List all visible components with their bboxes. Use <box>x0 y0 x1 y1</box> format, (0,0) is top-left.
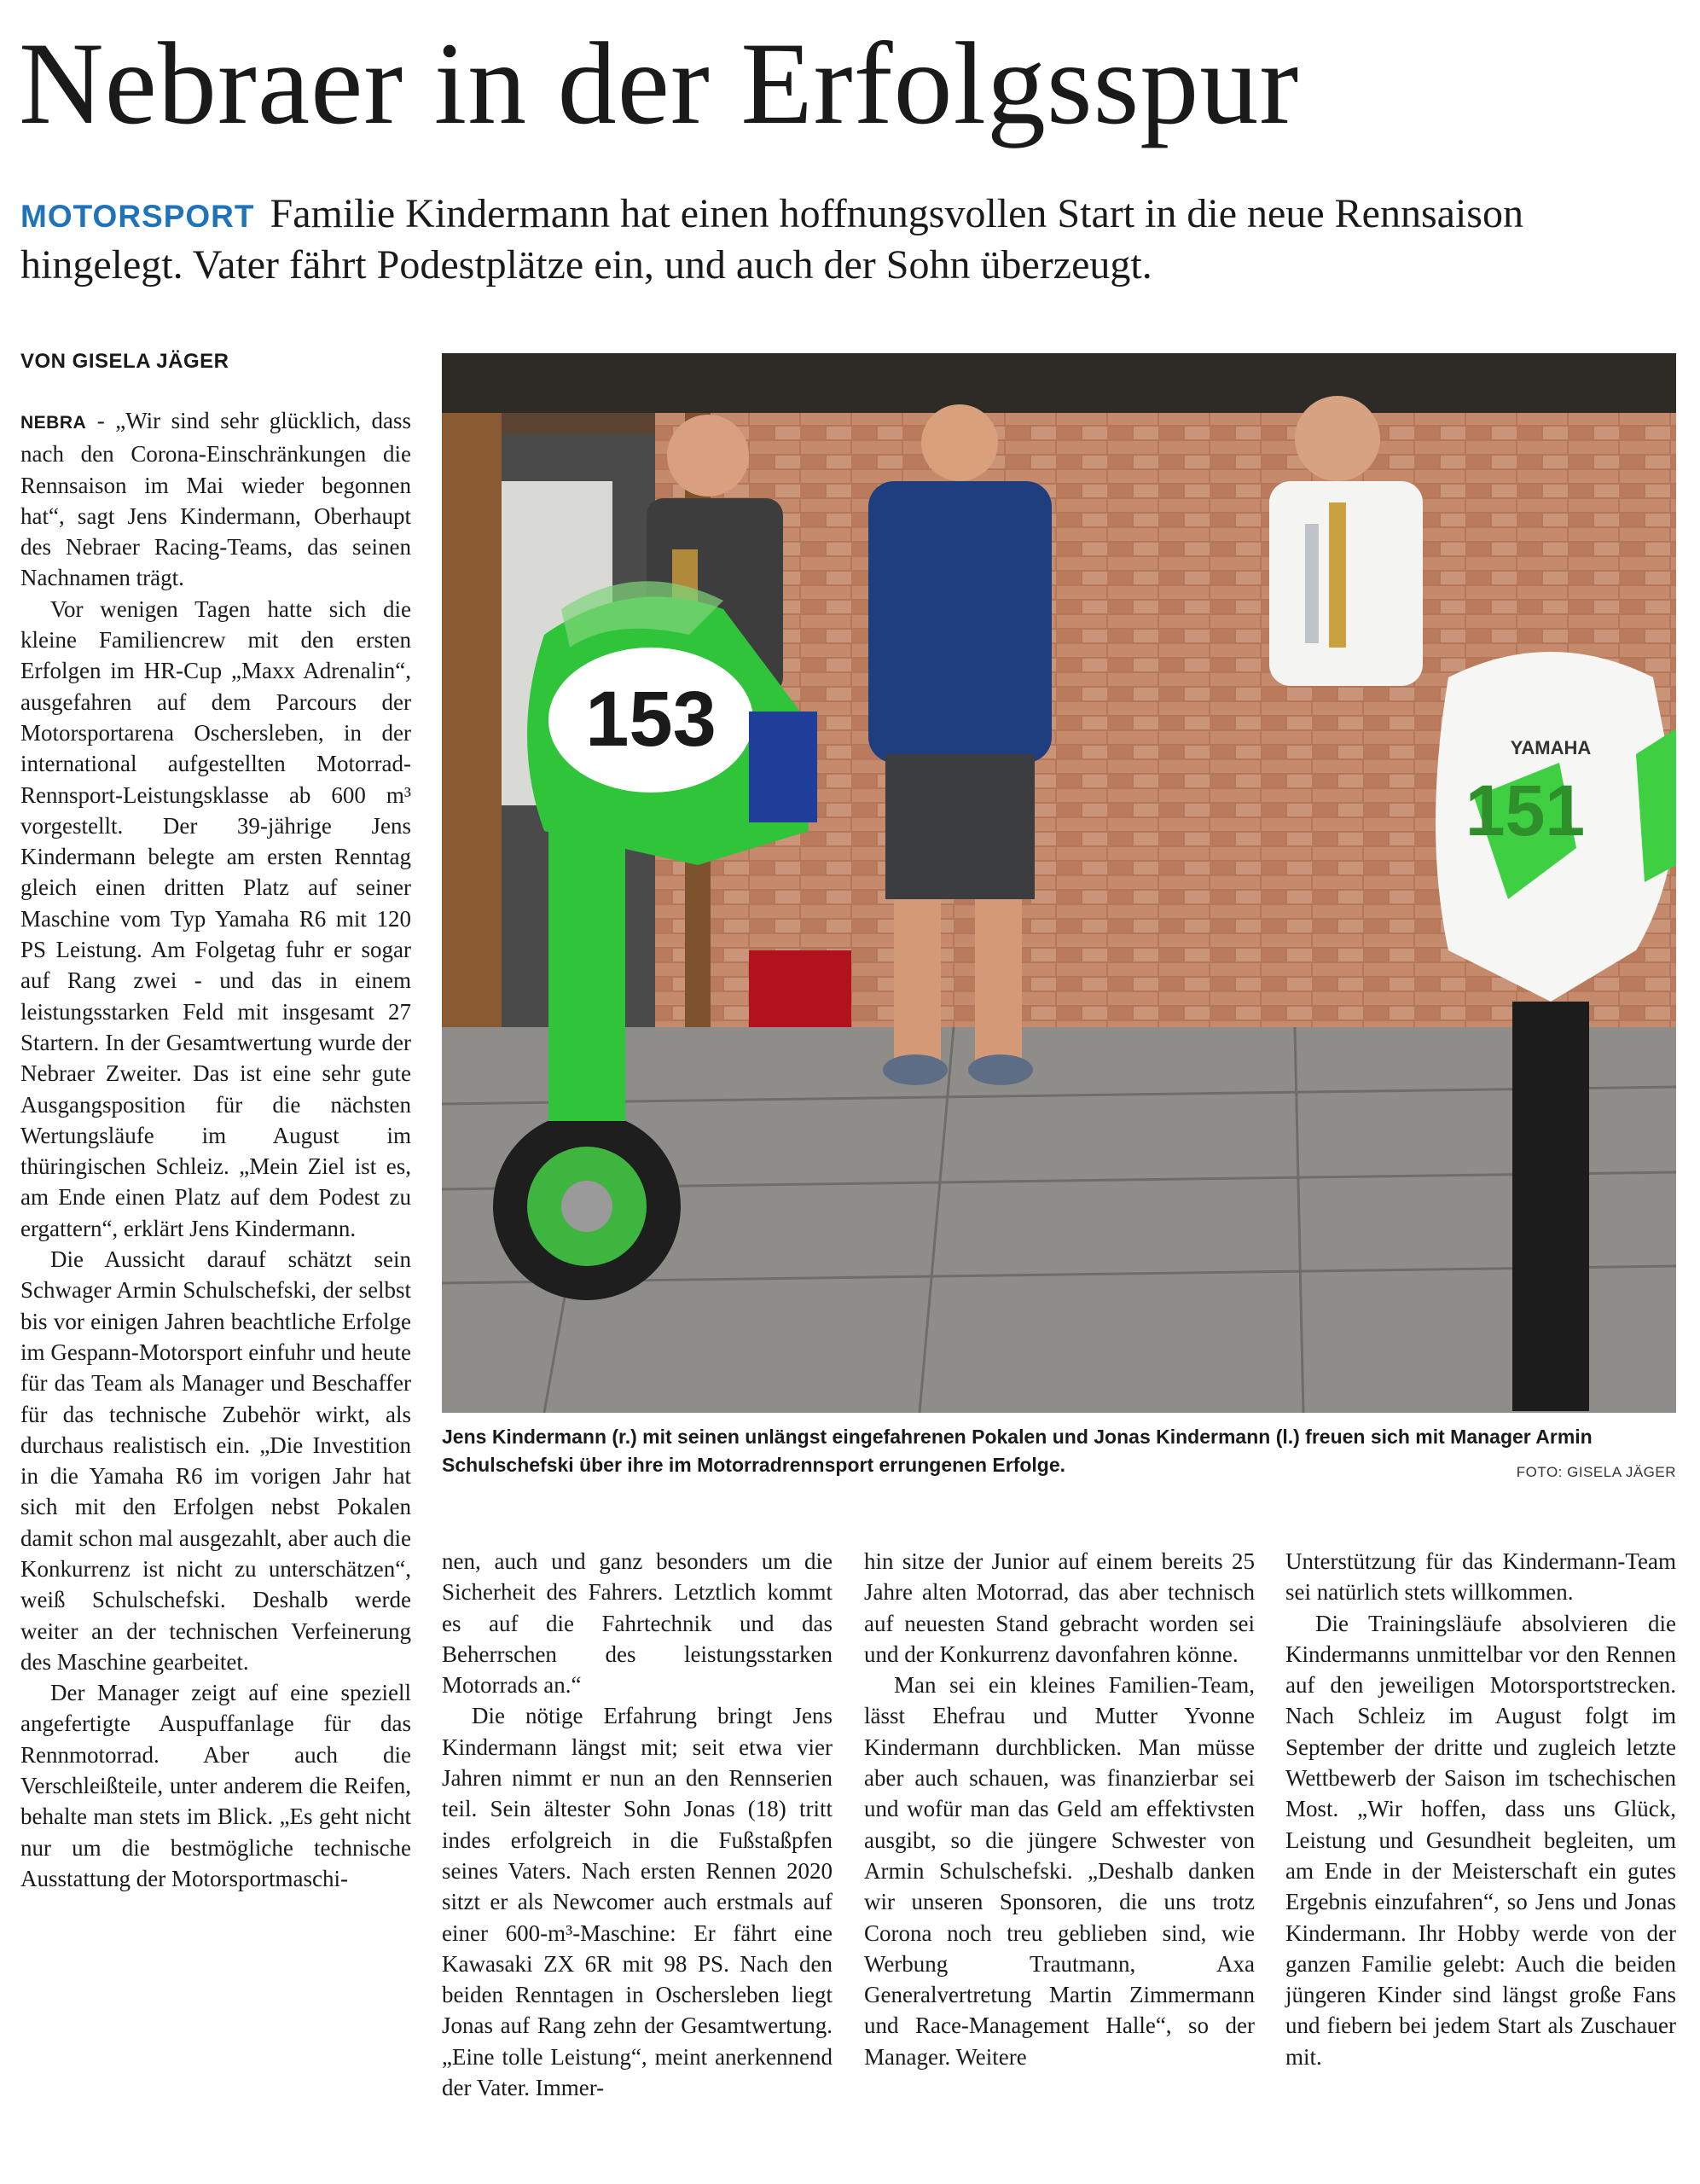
paragraph: Man sei ein kleines Familien-Team, lässt Ehefrau und Mutter Yvonne Kindermann durchblicken. Man müsse aber auch schauen, was finanzierbar sei und wofür man das Geld am effektivsten ausgibt, so die jüngere Schwester von Armin Schulschefski. „Deshalb danken wir unseren Sponsoren, die uns trotz Corona noch treu geblieben sind, wie Werbung Trautmann, Axa Generalvertretung Martin Zimmermann und Race-Management Halle“, so der Manager. Weitere <box>864 1672 1255 2070</box>
paragraph: Vor wenigen Tagen hatte sich die kleine Familiencrew mit den ersten Erfolgen im HR-Cup „Maxx Adrenalin“, ausgefahren auf dem Parcours der Motorsportarena Oschersleben, in der international aufgestellten Motorrad-Rennsport-Leistungsklasse ab 600 m³ vorgestellt. Der 39-jährige Jens Kindermann belegte am ersten Renntag gleich einen dritten Platz auf seiner Maschine vom Typ Yamaha R6 mit 120 PS Leistung. Am Folgetag fuhr er sogar auf Rang zwei - und das in einem leistungsstarken Feld mit insgesamt 27 Startern. In der Gesamtwertung wurde der Nebraer Zweiter. Das ist eine sehr gute Ausgangsposition für die nächsten Wertungsläufe im August im thüringischen Schleiz. „Mein Ziel ist es, am Ende einen Platz auf dem Podest zu ergattern“, erklärt Jens Kindermann. <box>20 595 411 1241</box>
paragraph: Unterstützung für das Kindermann-Team sei natürlich stets willkommen. <box>1285 1548 1676 1606</box>
team-photo-illustration <box>442 353 1676 1413</box>
paragraph: Die Aussicht darauf schätzt sein Schwager Armin Schulschefski, der selbst bis vor einigen Jahren beachtliche Erfolge im Gespann-Motorsport einfuhr und heute für das Team als Manager und Beschaffer für das technische Zubehör wirkt, als durchaus realistisch ein. „Die Investition in die Yamaha R6 im vorigen Jahr hat sich mit den Erfolgen nebst Pokalen damit schon mal ausgezahlt, aber auch die Konkurrenz ist nicht zu unterschätzen“, weiß Schulschefski. Deshalb werde weiter an der technischen Verfeinerung des Maschine gearbeitet. <box>20 1246 411 1675</box>
article-column-4 <box>1285 1546 1676 2072</box>
kicker: MOTORSPORT <box>20 199 255 234</box>
paragraph: Die Trainingsläufe absolvieren die Kindermanns unmittelbar vor den Rennen auf den jeweiligen Motorsportstrecken. Nach Schleiz im August folgt im September der dritte und zugleich letzte Wettbewerb der Saison im tschechischen Most. „Wir hoffen, dass uns Glück, Leistung und Gesundheit begleiten, um am Ende in der Meisterschaft ein gutes Ergebnis einzufahren“, so Jens und Jonas Kindermann. Ihr Hobby werde von der ganzen Familie gelebt: Auch die beiden jüngeren Kinder sind längst große Fans und fiebern bei jedem Start als Zuschauer mit. <box>1285 1610 1676 2070</box>
bike-right-number: 151 <box>1465 770 1586 851</box>
dateline-separator: - <box>86 408 116 433</box>
byline: VON GISELA JÄGER <box>20 350 229 373</box>
team-photo <box>442 353 1676 1413</box>
paragraph: Der Manager zeigt auf eine speziell angefertigte Auspuffanlage für das Rennmotorrad. Aber auch die Verschleißteile, unter anderem die Reifen, behalte man stets im Blick. „Es geht nicht nur um die bestmögliche technische Ausstattung der Motorsportmaschi- <box>20 1680 411 1891</box>
bike-right-brand: YAMAHA <box>1510 737 1592 758</box>
headline: Nebraer in der Erfolgsspur <box>19 18 1300 148</box>
article-column-1 <box>20 405 411 1894</box>
photo-caption: Jens Kindermann (r.) mit seinen unlängst eingefahrenen Pokalen und Jonas Kindermann (l.) freuen sich mit Manager Armin Schulschefski über ihre im Motorradrennsport errungenen Erfolge. <box>442 1426 1593 1476</box>
photo-credit: FOTO: GISELA JÄGER <box>1516 1464 1676 1480</box>
article-column-3 <box>864 1546 1255 2072</box>
paragraph-text: „Wir sind sehr glücklich, dass nach den Corona-Einschränkungen die Rennsaison im Mai wieder begonnen hat“, sagt Jens Kindermann, Oberhaupt des Nebraer Racing-Teams, das seinen Nachnamen trägt. <box>20 408 411 591</box>
bike-left-number: 153 <box>585 676 717 763</box>
dateline: NEBRA <box>20 413 87 433</box>
paragraph <box>20 405 411 594</box>
paragraph: Die nötige Erfahrung bringt Jens Kindermann längst mit; seit etwa vier Jahren nimmt er nun an den Rennserien teil. Sein ältester Sohn Jonas (18) tritt indes erfolgreich in die Fußstaßpfen seines Vaters. Nach ersten Rennen 2020 sitzt er als Newcomer auch erstmals auf einer 600-m³-Maschine: Er fährt eine Kawasaki ZX 6R mit 98 PS. Nach den beiden Renntagen in Oschersleben liegt Jonas auf Rang zehn der Gesamtwertung. „Eine tolle Leistung“, meint anerkennend der Vater. Immer- <box>442 1703 833 2101</box>
deck <box>20 189 1684 289</box>
paragraph: hin sitze der Junior auf einem bereits 25 Jahre alten Motorrad, das aber technisch auf neuesten Stand gebracht worden sei und der Konkurrenz davonfahren könne. <box>864 1548 1255 1667</box>
paragraph: nen, auch und ganz besonders um die Sicherheit des Fahrers. Letztlich kommt es auf die Fahrtechnik und das Beherrschen des leistungsstarken Motorrads an.“ <box>442 1548 833 1699</box>
article-column-2 <box>442 1546 833 2103</box>
deck-text: Familie Kindermann hat einen hoffnungsvollen Start in die neue Rennsaison hingelegt. Vater fährt Podestplätze ein, und auch der Sohn überzeugt. <box>20 191 1523 288</box>
